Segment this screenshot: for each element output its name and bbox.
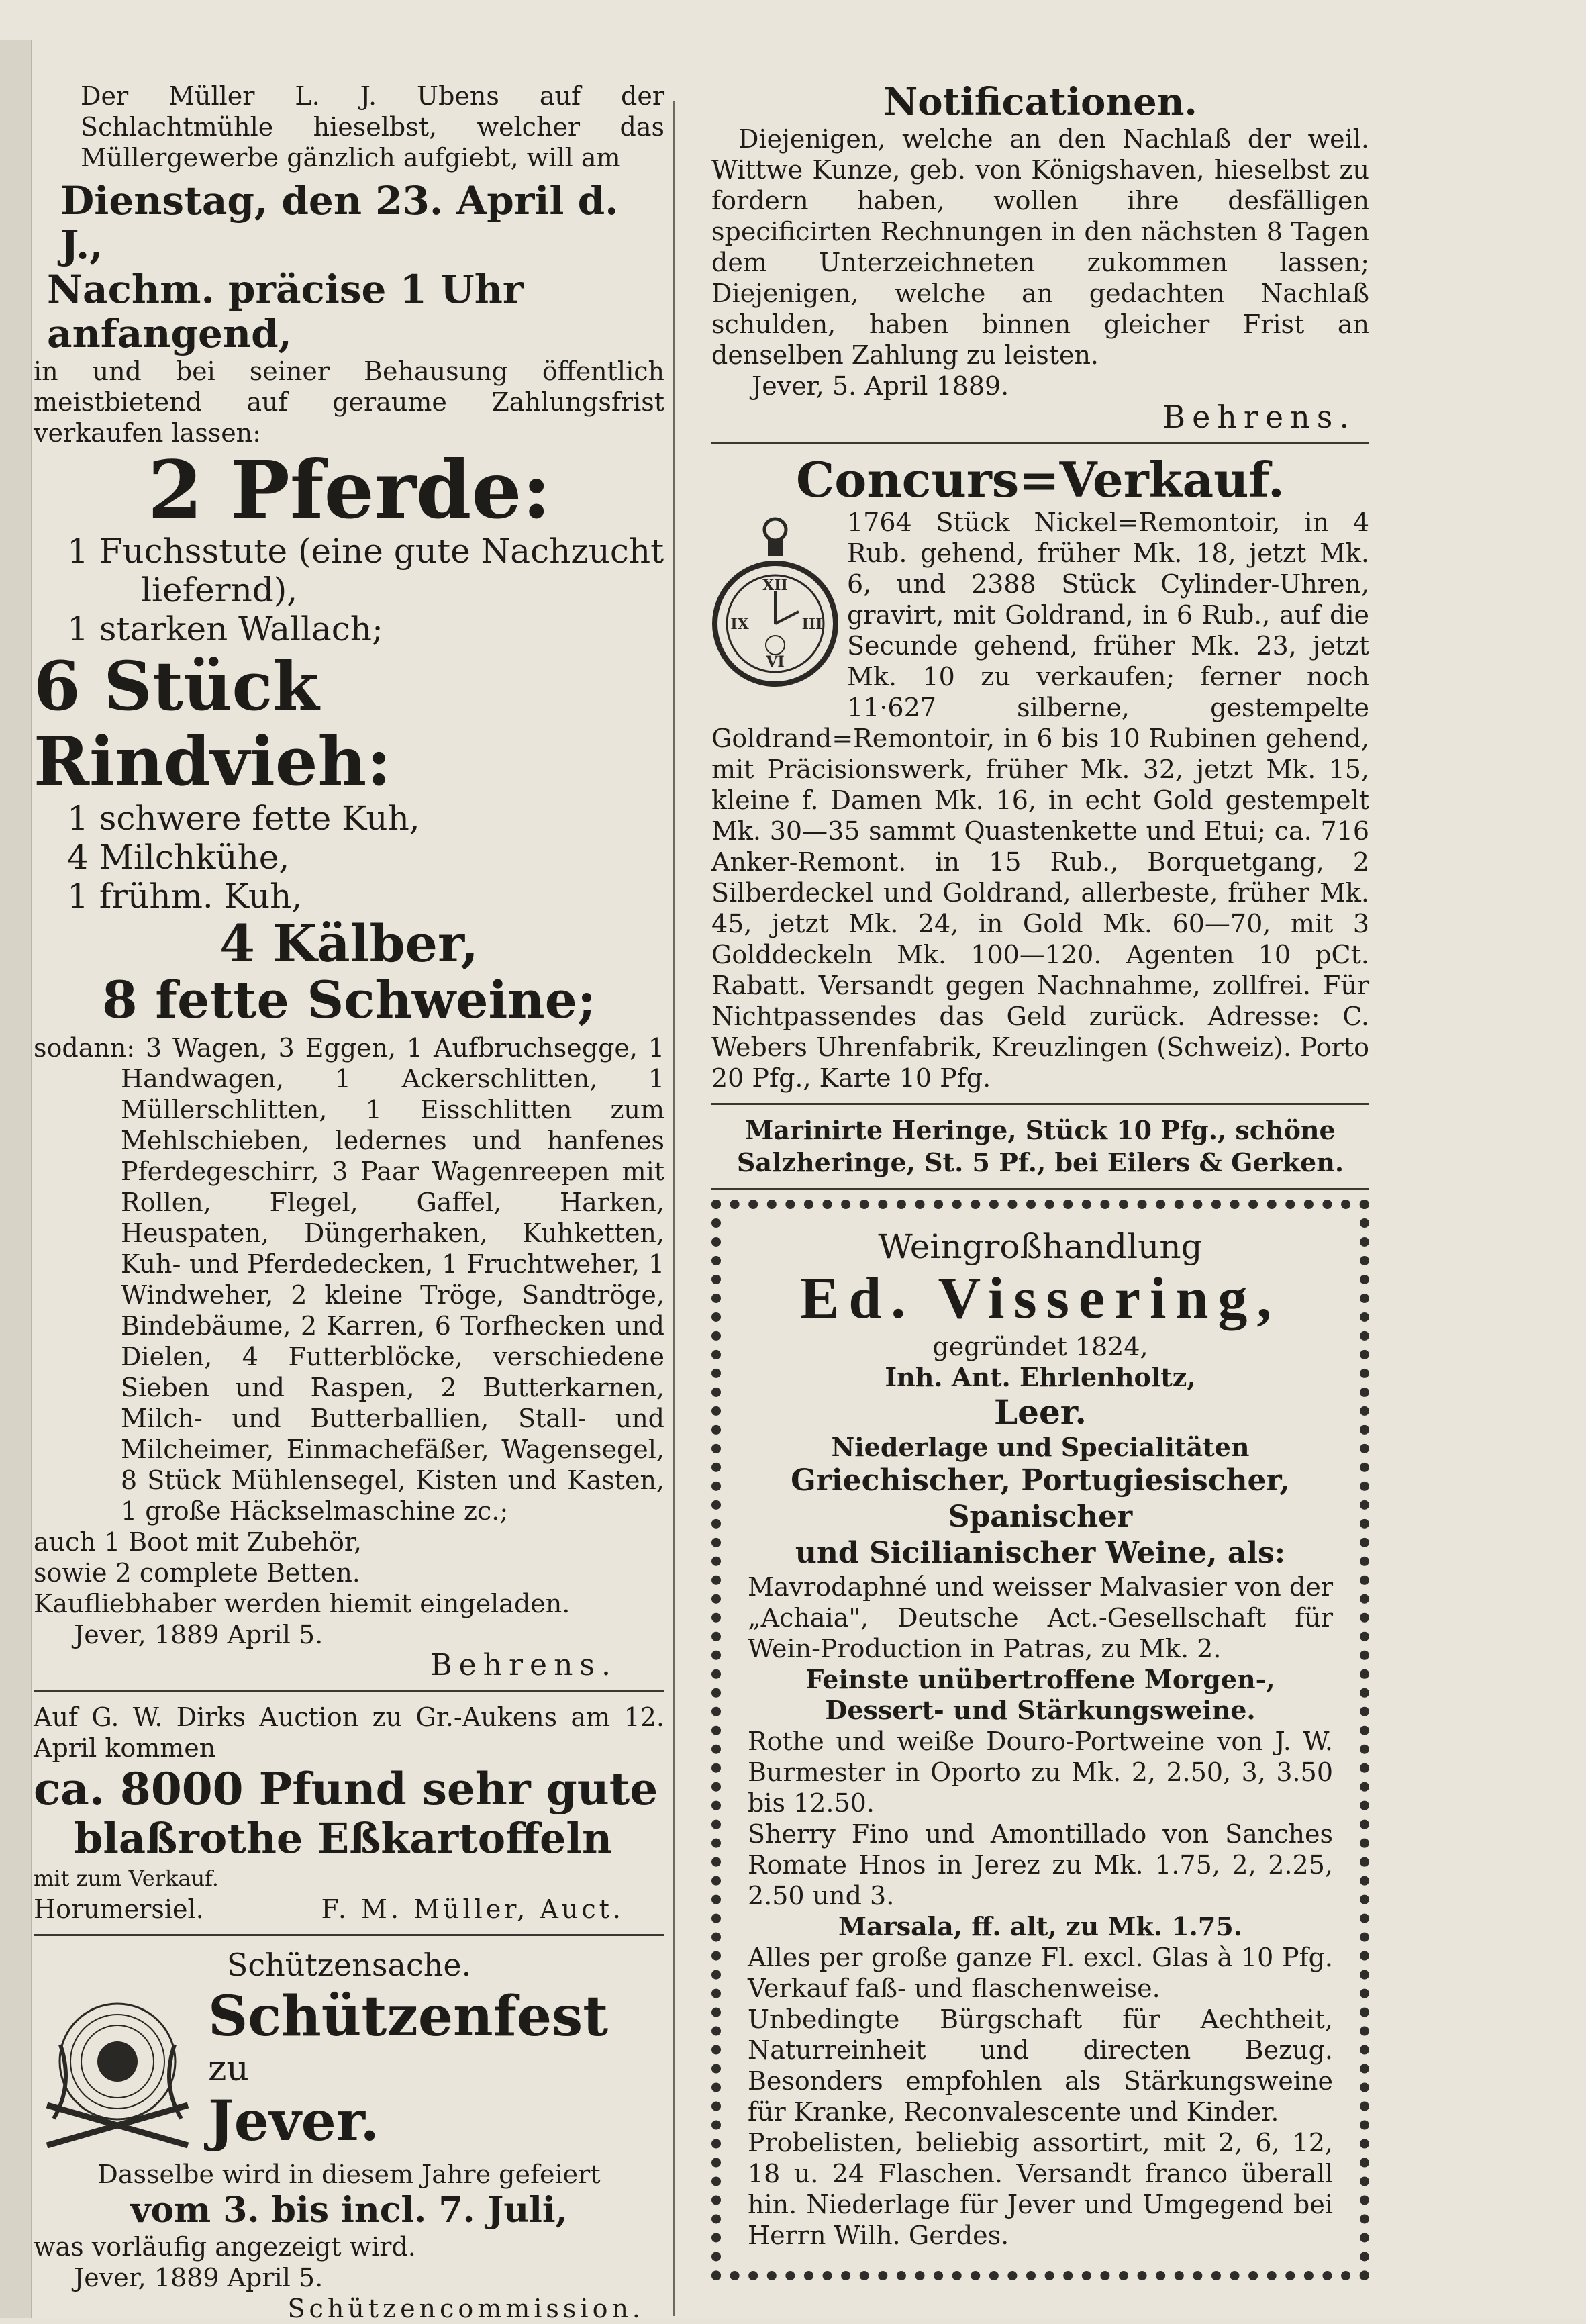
festival-heading: Schützensache.	[226, 1947, 472, 1983]
potato-intro: Auf G. W. Dirks Auction zu Gr.-Aukens am 12. April kommen	[34, 1702, 664, 1763]
pocket-watch-icon	[711, 511, 839, 712]
herring-ad	[711, 1114, 1369, 1179]
auction-time: Nachm. präcise 1 Uhr anfangend,	[47, 267, 524, 356]
wine-brand: Ed. Vissering,	[799, 1266, 1281, 1331]
wine-guarantee: Unbedingte Bürgschaft für Aechtheit, Naturreinheit und directen Bezug. Besonders empfohlen als Stärkungsweine für Kranke, Reconvalescente und Kinder.	[748, 2004, 1333, 2127]
cattle-item-3: 1 frühm. Kuh,	[67, 877, 303, 916]
wine-item-marsala: Marsala, ff. alt, zu Mk. 1.75.	[838, 1911, 1243, 1941]
potato-headline-2: blaßrothe Eßkartoffeln	[74, 1814, 613, 1863]
wine-kinds: Griechischer, Portugiesischer, Spanischer	[791, 1463, 1290, 1534]
ad-separator	[711, 1188, 1369, 1190]
watch-sale-title: Concurs=Verkauf.	[795, 451, 1285, 508]
auction-signature: Behrens.	[430, 1648, 617, 1682]
potato-auctioneer: F. M. Müller, Auct.	[321, 1894, 624, 1924]
wine-kinds-2: und Sicilianischer Weine, als:	[795, 1536, 1286, 1570]
festival-town: Jever.	[208, 2089, 380, 2153]
notification-title: Notificationen.	[883, 80, 1197, 124]
auction-date: Dienstag, den 23. April d. J.,	[60, 178, 619, 268]
cattle-item-2: 4 Milchkühe,	[67, 838, 290, 877]
wine-merchant-ad	[711, 1200, 1369, 2280]
festival-signature: Schützencommission.	[287, 2294, 644, 2323]
svg-text:III: III	[801, 616, 823, 633]
wine-terms: Alles per große ganze Fl. excl. Glas à 10 Pfg. Verkauf faß- und flaschenweise.	[748, 1943, 1333, 2003]
inventory-beds: sowie 2 complete Betten.	[34, 1558, 360, 1588]
wine-item-dessert: Feinste unübertroffene Morgen-, Dessert- und Stärkungsweine.	[805, 1664, 1275, 1725]
notification-place-date: Jever, 5. April 1889.	[752, 371, 1009, 401]
wine-item-sherry: Sherry Fino und Amontillado von Sanches Romate Hnos in Jerez zu Mk. 1.75, 2, 2.25, 2.50 und 3.	[748, 1819, 1333, 1910]
wine-item-douro: Rothe und weiße Douro-Portweine von J. W. Burmester in Oporto zu Mk. 2, 2.50, 3, 3.50 bis 12.50.	[748, 1727, 1333, 1818]
ad-separator	[711, 442, 1369, 444]
column-divider	[673, 101, 675, 2316]
notification-ad	[711, 80, 1369, 435]
ad-separator	[711, 1103, 1369, 1105]
wine-sample-lists: Probelisten, beliebig assortirt, mit 2, 6, 12, 18 u. 24 Flaschen. Versandt franco überall hin. Niederlage für Jever und Umgegend bei Herrn Wilh. Gerdes.	[748, 2128, 1333, 2250]
ad-separator	[34, 1934, 664, 1936]
horse-item-1b: liefernd),	[141, 571, 298, 610]
potato-footer	[34, 1894, 664, 1925]
wine-specialities: Niederlage und Specialitäten	[831, 1432, 1250, 1462]
adjacent-page-edge	[0, 40, 32, 2318]
calves-heading: 4 Kälber,	[219, 914, 479, 973]
left-column	[34, 81, 664, 2324]
inventory-boat: auch 1 Boot mit Zubehör,	[34, 1527, 362, 1557]
pigs-heading: 8 fette Schweine;	[101, 970, 597, 1030]
festival-note: was vorläufig angezeigt wird.	[34, 2232, 416, 2262]
svg-text:XII: XII	[762, 577, 788, 594]
inventory-list: sodann: 3 Wagen, 3 Eggen, 1 Aufbruchsegge, 1 Handwagen, 1 Ackerschlitten, 1 Müllerschlitten, 1 Eisschlitten zum Mehlschieben, ledernes und hanfenes Pferdegeschirr, 3 Paar Wagenreepen mit Rollen, Flegel, Gaffel, Harken, Heuspaten, Düngerhaken, Kuhketten, Kuh- und Pferdedecken, 1 Fruchtweher, 1 Windweher, 2 kleine Tröge, Sandtröge, Bindebäume, 2 Karren, 6 Torfhecken und Dielen, 4 Futterblöcke, verschiedene Sieben und Raspen, 2 Butterkarnen, Milch- und Butterballien, Stall- und Milcheimer, Einmachefäßer, Wagensegel, 8 Stück Mühlensegel, Kisten und Kasten, 1 große Häckselmaschine zc.;	[34, 1033, 664, 1526]
invitation: Kaufliebhaber werden hiemit eingeladen.	[34, 1589, 571, 1618]
herring-line-2: Salzheringe, St. 5 Pf., bei Eilers & Gerken.	[736, 1147, 1344, 1177]
potato-sale-ad	[34, 1702, 664, 1925]
auction-sale-terms: in und bei seiner Behausung öffentlich meistbietend auf geraume Zahlungsfrist verkaufen lassen:	[34, 356, 664, 448]
wine-owner: Inh. Ant. Ehrlenholtz,	[885, 1362, 1196, 1392]
potato-headline: ca. 8000 Pfund sehr gute	[34, 1763, 658, 1815]
notification-text: Diejenigen, welche an den Nachlaß der weil. Wittwe Kunze, geb. von Königshaven, hieselbst zu fordern haben, wollen ihre desfälligen specificirten Rechnungen in den nächsten 8 Tagen dem Unterzeichneten zukommen lassen; Diejenigen, welche an gedachten Nachlaß schulden, haben binnen gleicher Frist an denselben Zahlung zu leisten.	[711, 124, 1369, 370]
right-column	[711, 81, 1369, 2280]
potato-sale-note: mit zum Verkauf.	[34, 1866, 219, 1891]
notification-signature: Behrens.	[1162, 399, 1356, 435]
festival-text: Dasselbe wird in diesem Jahre gefeiert	[97, 2160, 601, 2189]
horse-item-2: 1 starken Wallach;	[67, 610, 383, 648]
auction-place-date: Jever, 1889 April 5.	[74, 1620, 324, 1649]
festival-place-date: Jever, 1889 April 5.	[74, 2263, 324, 2292]
watch-sale-text: 1764 Stück Nickel=Remontoir, in 4 Rub. gehend, früher Mk. 18, jetzt Mk. 6, und 2388 Stück Cylinder-Uhren, gravirt, mit Goldrand, in 6 Rub., auf die Secunde gehend, früher Mk. 23, jetzt Mk. 10 zu verkaufen; ferner noch 11·627 silberne, gestempelte Goldrand=Remontoir, in 6 bis 10 Rubinen gehend, mit Präcisionswerk, früher Mk. 32, jetzt Mk. 15, kleine f. Damen Mk. 16, in echt Gold gestempelt Mk. 30—35 sammt Quastenkette und Etui; ca. 716 Anker-Remont. in 15 Rub., Borquetgang, 2 Silberdeckel und Goldrand, allerbeste, früher Mk. 45, jetzt Mk. 24, in Gold Mk. 60—70, mit 3 Golddeckeln Mk. 100—120. Agenten 10 pCt. Rabatt. Versandt gegen Nachnahme, zollfrei. Für Nichtpassendes das Geld zurück. Adresse: C. Webers Uhrenfabrik, Kreuzlingen (Schweiz). Porto 20 Pfg., Karte 10 Pfg.	[711, 507, 1369, 1093]
shooting-festival-ad	[34, 1945, 664, 2324]
horse-item-1: 1 Fuchsstute (eine gute Nachzucht	[67, 532, 664, 571]
festival-zu: zu	[208, 2049, 249, 2089]
cattle-heading: 6 Stück Rindvieh:	[34, 646, 392, 801]
auction-intro: Der Müller L. J. Ubens auf der Schlachtmühle hieselbst, welcher das Müllergewerbe gänzlich aufgiebt, will am	[81, 81, 664, 173]
wine-item-mavrodaphne: Mavrodaphné und weisser Malvasier von der „Achaia", Deutsche Act.-Gesellschaft für Wein-Production in Patras, zu Mk. 2.	[748, 1572, 1333, 1663]
wine-heading: Weingroßhandlung	[878, 1227, 1203, 1266]
auction-ad-ubens	[34, 81, 664, 1681]
festival-title: Schützenfest	[208, 1984, 609, 2049]
festival-dates: vom 3. bis incl. 7. Juli,	[130, 2190, 568, 2231]
potato-place: Horumersiel.	[34, 1894, 204, 1924]
wine-town: Leer.	[994, 1392, 1087, 1432]
horses-heading: 2 Pferde:	[148, 443, 552, 536]
cattle-item-1: 1 schwere fette Kuh,	[67, 799, 420, 838]
herring-line-1: Marinirte Heringe, Stück 10 Pfg., schöne	[745, 1115, 1336, 1145]
watch-sale-ad	[711, 453, 1369, 1094]
svg-text:VI: VI	[766, 653, 785, 671]
ad-separator	[34, 1690, 664, 1692]
target-emblem-icon	[34, 1984, 201, 2159]
svg-text:IX: IX	[730, 616, 749, 633]
bleed-through-text	[1383, 67, 1584, 1678]
wine-founded: gegründet 1824,	[932, 1332, 1148, 1361]
